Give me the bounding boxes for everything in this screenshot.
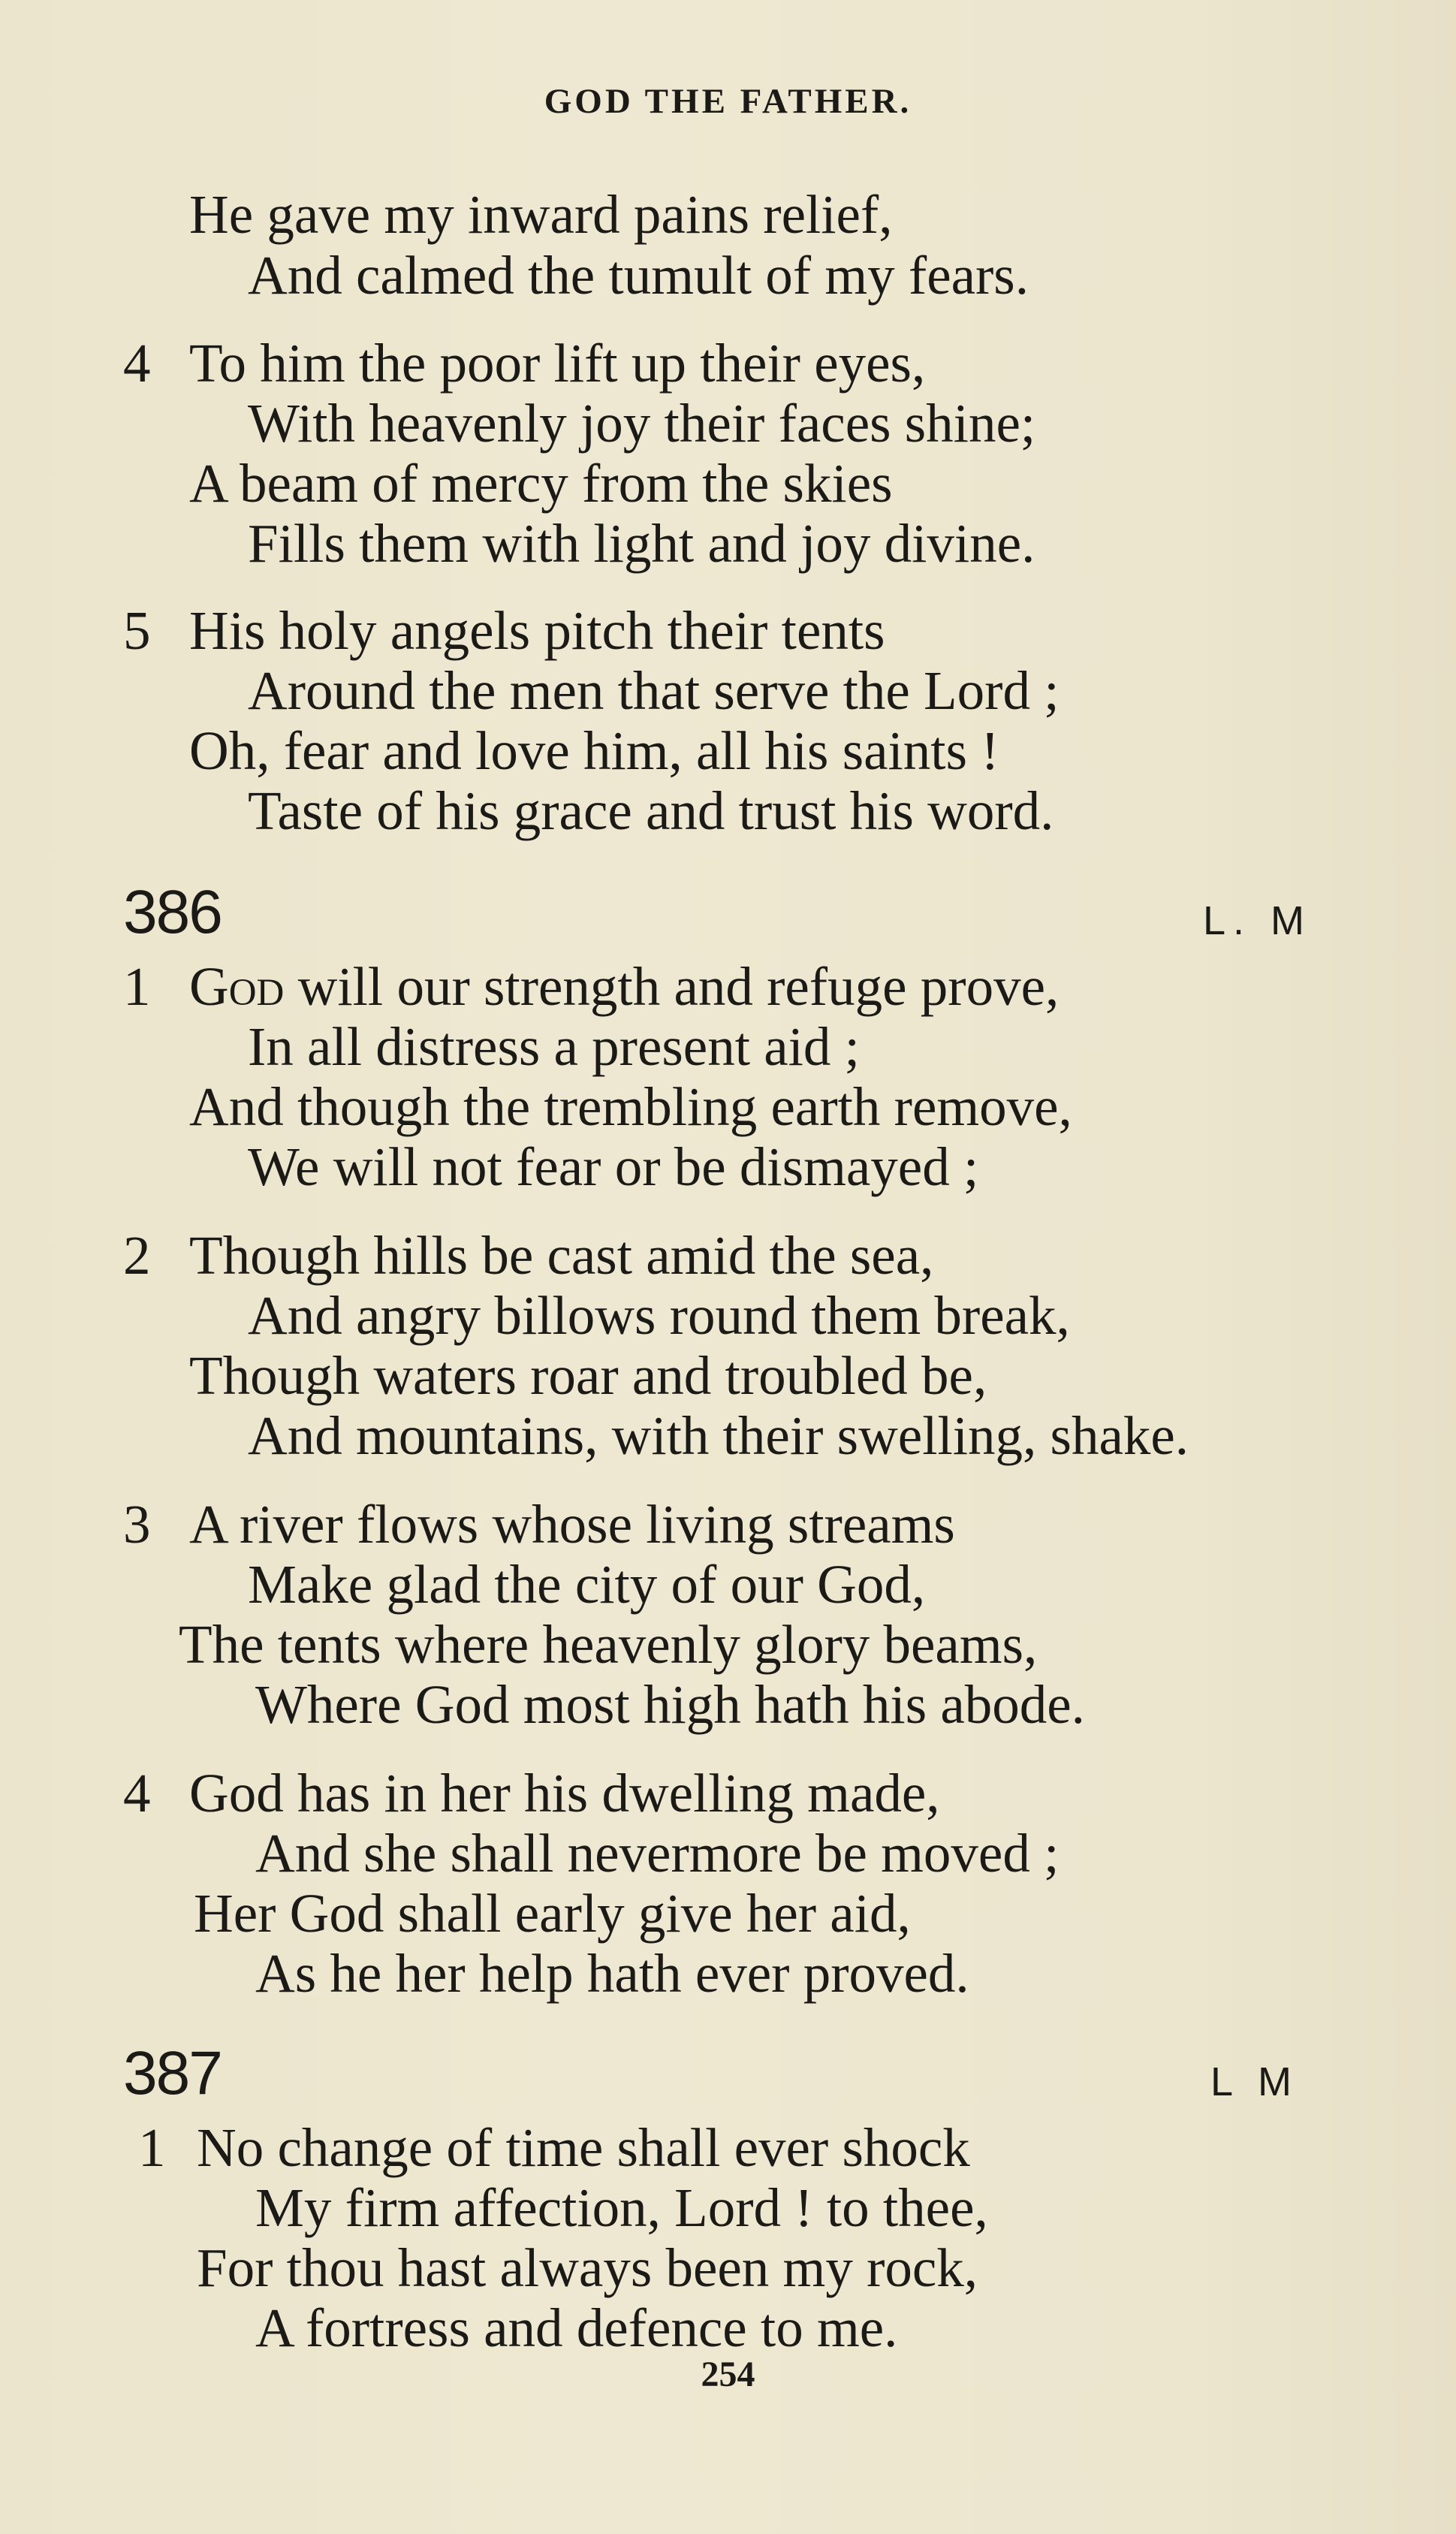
verse-line: His holy angels pitch their tents (189, 600, 885, 661)
verse-number: 1 (138, 2117, 166, 2178)
verse-number: 4 (123, 1763, 151, 1824)
verse-line: And angry billows round them break, (248, 1285, 1070, 1346)
bleed-through-shadow (1366, 150, 1456, 2253)
verse-number: 2 (123, 1225, 151, 1286)
verse-line: In all distress a present aid ; (248, 1016, 860, 1077)
verse-number: 3 (123, 1494, 151, 1555)
verse-line: My firm affection, Lord ! to thee, (255, 2177, 988, 2238)
verse-line: Fills them with light and joy divine. (248, 513, 1035, 574)
verse-line: He gave my inward pains relief, (189, 184, 893, 245)
verse-line: And mountains, with their swelling, shake. (248, 1405, 1189, 1466)
running-header: GOD THE FATHER. (544, 82, 912, 121)
first-word: God (189, 956, 285, 1017)
verse-line: Taste of his grace and trust his word. (248, 780, 1054, 841)
verse-line: And calmed the tumult of my fears. (248, 245, 1029, 306)
verse-line: Her God shall early give her aid, (194, 1883, 911, 1944)
verse-line: The tents where heavenly glory beams, (179, 1614, 1038, 1675)
verse-line: For thou hast always been my rock, (197, 2237, 978, 2298)
hymn-meter: L M (1210, 2059, 1300, 2104)
verse-line: And she shall nevermore be moved ; (255, 1823, 1060, 1884)
first-line-rest: will our strength and refuge prove, (284, 956, 1060, 1017)
verse-line: And though the trembling earth remove, (189, 1076, 1072, 1137)
verse-number: 5 (123, 600, 151, 661)
verse-line: A fortress and defence to me. (255, 2297, 898, 2358)
verse-line: As he her help hath ever proved. (255, 1943, 969, 2004)
hymn-number: 387 (123, 2039, 222, 2107)
verse-line: Though waters roar and troubled be, (189, 1345, 987, 1406)
verse-line (189, 957, 1059, 1017)
hymn-meter: L. M (1203, 898, 1313, 943)
verse-line: Oh, fear and love him, all his saints ! (189, 720, 999, 781)
page-number: 254 (701, 2355, 755, 2394)
verse-line: No change of time shall ever shock (197, 2117, 970, 2178)
verse-number: 1 (123, 956, 151, 1017)
verse-line: With heavenly joy their faces shine; (248, 393, 1036, 454)
verse-number: 4 (123, 333, 151, 394)
verse-line: Make glad the city of our God, (248, 1554, 926, 1615)
verse-line: A beam of mercy from the skies (189, 453, 893, 514)
hymn-number: 386 (123, 878, 222, 946)
verse-line: To him the poor lift up their eyes, (189, 333, 926, 394)
verse-line: A river flows whose living streams (189, 1494, 955, 1555)
verse-line: Around the men that serve the Lord ; (248, 660, 1060, 721)
verse-line: We will not fear or be dismayed ; (248, 1136, 979, 1197)
verse-line: God has in her his dwelling made, (189, 1763, 940, 1824)
verse-line: Where God most high hath his abode. (255, 1674, 1085, 1735)
verse-line: Though hills be cast amid the sea, (189, 1225, 934, 1286)
